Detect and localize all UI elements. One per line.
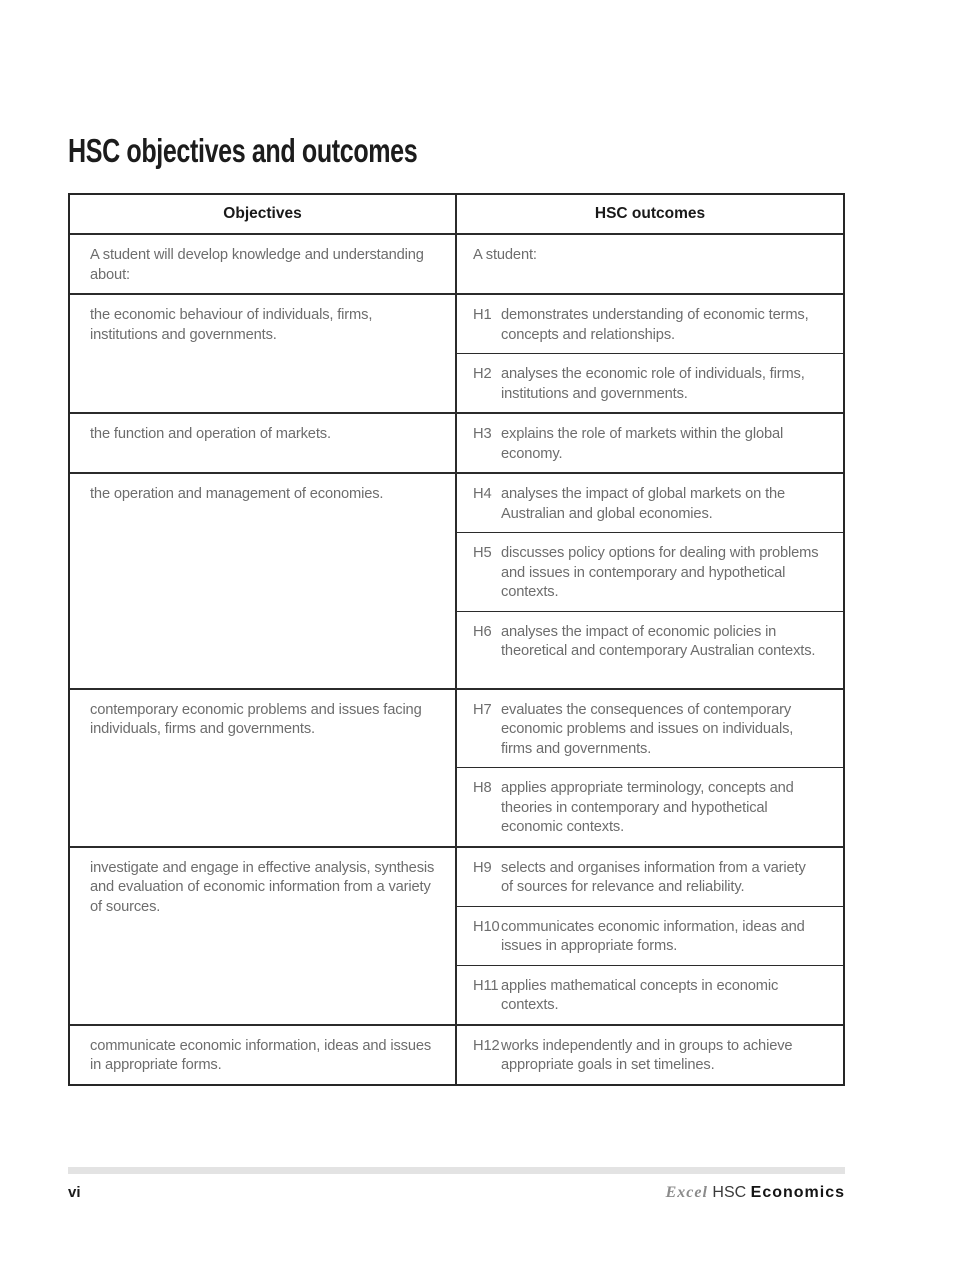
outcome-code: H2 xyxy=(473,366,492,382)
outcome-row xyxy=(457,353,843,412)
objective-cell: communicate economic information, ideas and issues in appropriate forms. xyxy=(70,1026,457,1084)
objective-row xyxy=(70,688,843,846)
outcome-text: analyses the economic role of individuals, firms, institutions and governments. xyxy=(501,366,805,402)
outcome-intro-text: A student: xyxy=(473,247,537,263)
outcome-text: analyses the impact of global markets on the Australian and global economies. xyxy=(501,486,786,522)
outcome-text: explains the role of markets within the global economy. xyxy=(501,426,784,462)
outcome-text: demonstrates understanding of economic terms, concepts and relationships. xyxy=(501,307,809,343)
col-header-objectives: Objectives xyxy=(70,195,457,233)
table-intro-row xyxy=(70,233,843,293)
outcome-text: analyses the impact of economic policies in theoretical and contemporary Australian contexts. xyxy=(501,623,816,659)
outcome-code: H8 xyxy=(473,780,492,796)
objective-cell: the economic behaviour of individuals, firms, institutions and governments. xyxy=(70,295,457,412)
objective-cell: the operation and management of economies. xyxy=(70,474,457,688)
book-title-excel: Excel xyxy=(665,1184,708,1201)
outcome-row xyxy=(457,414,843,472)
outcome-row xyxy=(457,965,843,1024)
outcome-row xyxy=(457,295,843,353)
objective-cell: the function and operation of markets. xyxy=(70,414,457,472)
objectives-outcomes-table xyxy=(68,193,845,1086)
objective-row xyxy=(70,293,843,412)
page-number: vi xyxy=(68,1184,81,1201)
outcome-row xyxy=(457,767,843,846)
table-header-row xyxy=(70,195,843,233)
outcome-code: H4 xyxy=(473,486,492,502)
outcome-row xyxy=(457,906,843,965)
page-footer xyxy=(68,1184,845,1202)
outcome-code: H5 xyxy=(473,545,492,561)
objective-row xyxy=(70,472,843,688)
book-title-economics: Economics xyxy=(750,1184,845,1201)
outcome-code: H6 xyxy=(473,623,492,640)
outcome-text: selects and organises information from a variety of sources for relevance and reliability. xyxy=(501,859,806,895)
outcome-code: H3 xyxy=(473,426,492,442)
outcome-text: works independently and in groups to achieve appropriate goals in set timelines. xyxy=(501,1037,793,1073)
outcome-row xyxy=(457,1026,843,1084)
book-title-hsc-text: HSC xyxy=(712,1184,747,1201)
outcome-code: H9 xyxy=(473,859,492,876)
objective-row xyxy=(70,412,843,472)
objective-cell: A student will develop knowledge and understanding about: xyxy=(70,235,457,293)
outcome-text: discusses policy options for dealing with problems and issues in contemporary and hypothetical contexts. xyxy=(501,545,819,600)
outcome-text: evaluates the consequences of contemporary economic problems and issues on individuals, firms and governments. xyxy=(501,701,794,757)
outcome-row xyxy=(457,690,843,768)
outcome-code: H10 xyxy=(473,918,500,935)
outcome-code: H11 xyxy=(473,977,499,994)
footer-rule xyxy=(68,1167,845,1174)
outcome-row xyxy=(457,532,843,611)
outcome-text: communicates economic information, ideas and issues in appropriate forms. xyxy=(501,918,805,954)
page-content xyxy=(68,0,845,1086)
book-title xyxy=(666,1184,845,1202)
outcome-row xyxy=(457,611,843,688)
outcome-code: H1 xyxy=(473,307,492,323)
outcome-text: applies appropriate terminology, concepts and theories in contemporary and hypothetical economic contexts. xyxy=(501,780,794,835)
outcome-row xyxy=(457,848,843,906)
objective-cell: investigate and engage in effective analysis, synthesis and evaluation of economic information from a variety of sources. xyxy=(70,848,457,1024)
page-title: HSC objectives and outcomes xyxy=(68,132,418,169)
outcome-row xyxy=(457,474,843,532)
objective-row xyxy=(70,1024,843,1084)
outcome-code: H7 xyxy=(473,701,492,718)
objective-row xyxy=(70,846,843,1024)
outcome-text: applies mathematical concepts in economic contexts. xyxy=(501,977,779,1013)
objective-cell: contemporary economic problems and issues facing individuals, firms and governments. xyxy=(70,690,457,846)
outcome-code: H12 xyxy=(473,1037,500,1054)
col-header-outcomes: HSC outcomes xyxy=(594,205,706,222)
